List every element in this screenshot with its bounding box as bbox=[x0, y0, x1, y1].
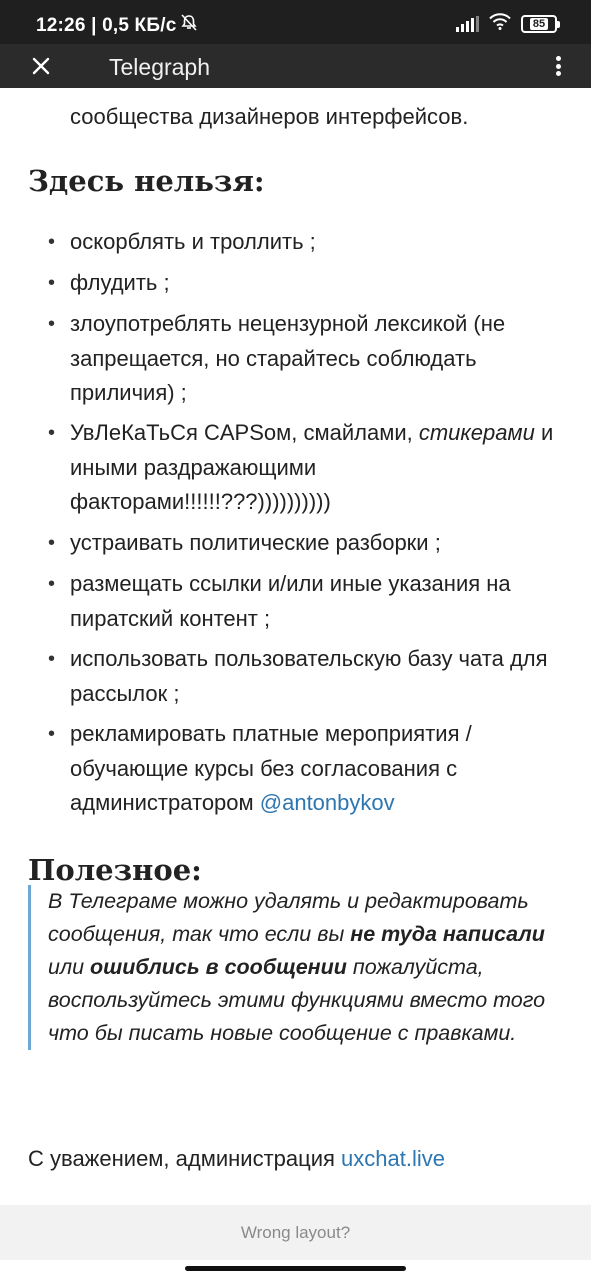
wrong-layout-label: Wrong layout? bbox=[240, 1222, 351, 1242]
more-vertical-icon[interactable] bbox=[547, 52, 569, 80]
signal-icon bbox=[456, 16, 479, 32]
wrong-layout-button[interactable] bbox=[0, 1205, 591, 1260]
app-toolbar bbox=[0, 44, 591, 88]
uxchat-link[interactable]: uxchat.live bbox=[341, 1146, 445, 1171]
list-item: • рекламировать платные мероприятия / обучающие курсы без согласования с администратором @antonbykov bbox=[70, 717, 570, 821]
toolbar-title: Telegraph bbox=[109, 54, 211, 80]
admin-username-link[interactable]: @antonbykov bbox=[259, 790, 395, 815]
heading-forbidden: Здесь нельзя: bbox=[28, 164, 265, 198]
wifi-icon bbox=[489, 13, 511, 35]
battery-icon bbox=[521, 15, 557, 33]
battery-level: 85 bbox=[530, 18, 548, 30]
list-item: • оскорблять и троллить ; bbox=[70, 225, 570, 260]
system-nav-bar bbox=[0, 1260, 591, 1280]
previous-text-line: сообщества дизайнеров интерфейсов. bbox=[70, 104, 469, 129]
close-icon[interactable] bbox=[24, 50, 58, 82]
status-bar bbox=[0, 0, 591, 44]
status-time bbox=[36, 14, 198, 37]
list-item: • флудить ; bbox=[70, 266, 570, 301]
signature: С уважением, администрация uxchat.live bbox=[28, 1146, 445, 1171]
home-indicator[interactable] bbox=[185, 1266, 406, 1271]
time-speed-text: 12:26 | 0,5 КБ/с bbox=[36, 15, 177, 36]
list-item: • УвЛеКаТьСя CAPSом, смайлами, стикерами и иными раздражающими факторами!!!!!!???)))))))))) bbox=[70, 416, 570, 520]
mute-icon bbox=[180, 14, 198, 36]
blockquote: В Телеграме можно удалять и редактировать сообщения, так что если вы не туда написали или ошиблись в сообщении пожалуйста, воспользуйтесь этими функциями вместо того что бы писать новые сообщение с правками. bbox=[28, 885, 568, 1050]
list-item: • злоупотреблять нецензурной лексикой (не запрещается, но старайтесь соблюдать приличия) ; bbox=[70, 307, 570, 411]
heading-useful: Полезное: bbox=[28, 853, 202, 887]
list-item: • устраивать политические разборки ; bbox=[70, 526, 570, 561]
list-item: • использовать пользовательскую базу чата для рассылок ; bbox=[70, 642, 570, 711]
list-item: • размещать ссылки и/или иные указания на пиратский контент ; bbox=[70, 567, 570, 636]
